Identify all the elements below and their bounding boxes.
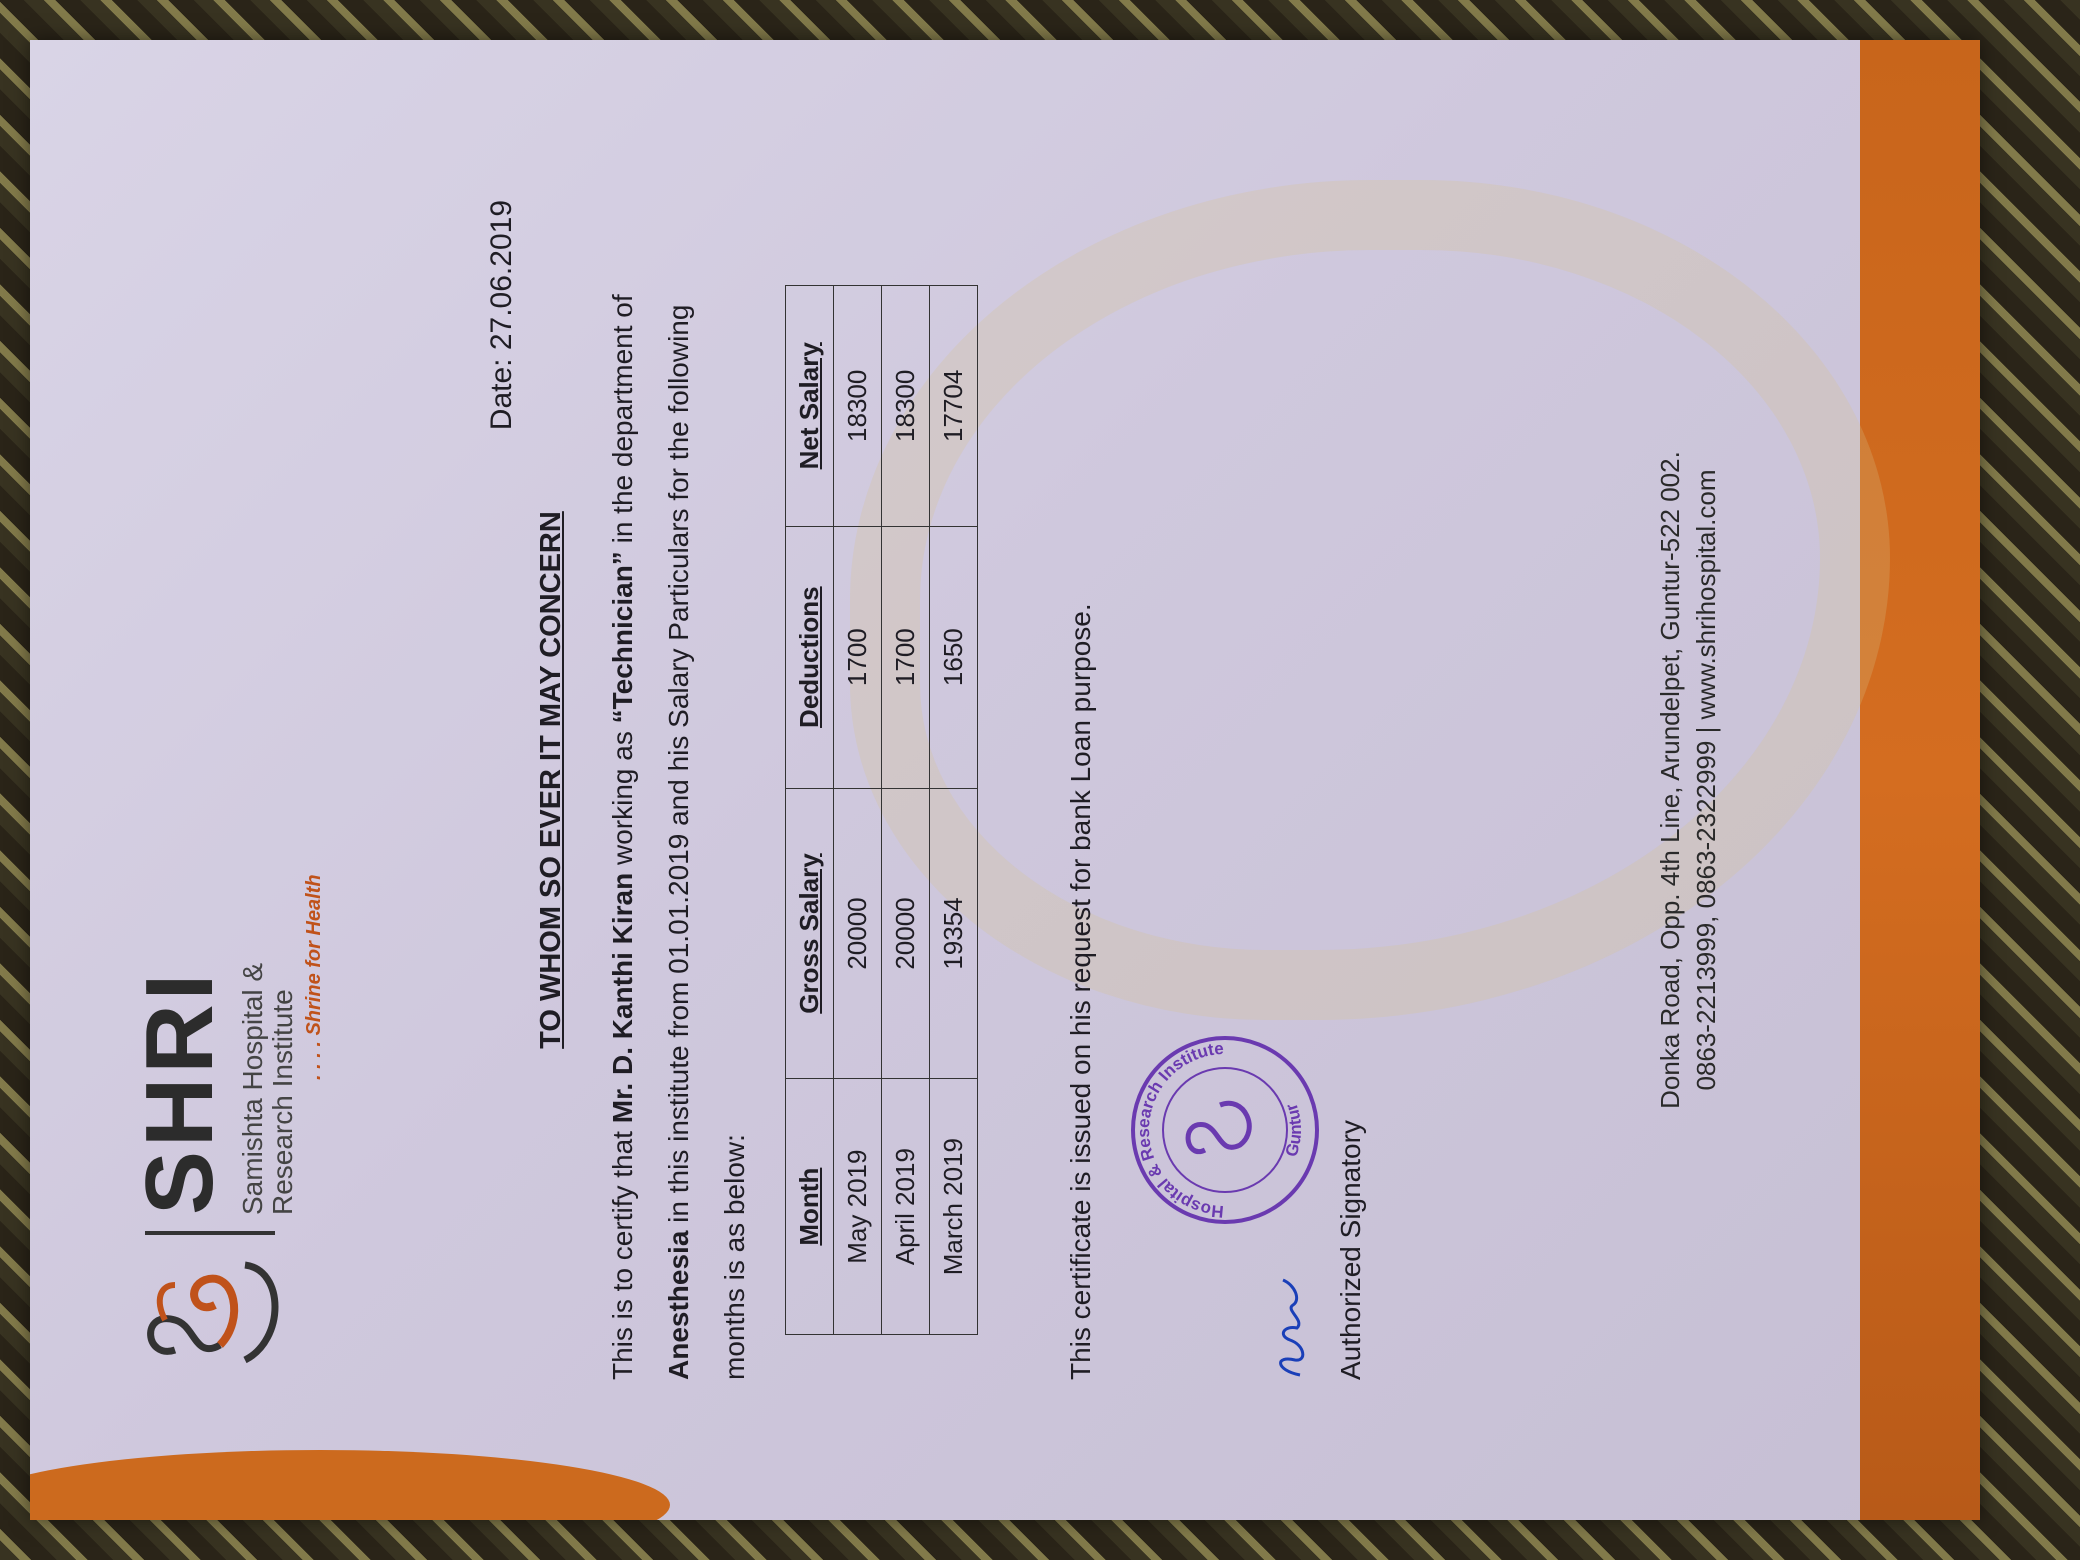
hospital-logo-icon bbox=[135, 1250, 285, 1380]
svg-text:Guntur bbox=[1282, 1101, 1305, 1159]
letterhead bbox=[125, 480, 325, 1380]
table-row bbox=[882, 286, 930, 1335]
footer-contact: 0863-2213999, 0863-2322999 | www.shrihospital.com bbox=[1691, 469, 1721, 1091]
para-text-4: in this institute from 01.01.2019 and his Salary Particulars for the following months is as below: bbox=[663, 304, 750, 1380]
cell-net: 18300 bbox=[882, 286, 930, 527]
brand-name: SHRI bbox=[126, 969, 233, 1215]
cell-net: 17704 bbox=[930, 286, 978, 527]
cell-deductions: 1650 bbox=[930, 526, 978, 788]
salary-table bbox=[785, 285, 978, 1335]
table-row bbox=[930, 286, 978, 1335]
para-text-1: This is to certify that bbox=[607, 1131, 638, 1380]
header-gross-salary: Gross Salary bbox=[786, 788, 834, 1078]
institute-stamp-icon bbox=[1125, 1030, 1325, 1230]
table-row bbox=[834, 286, 882, 1335]
signature-mark bbox=[1265, 1270, 1315, 1380]
para-text-3: in the department of bbox=[607, 294, 638, 544]
letter-date: Date: 27.06.2019 bbox=[485, 200, 518, 431]
cell-gross: 19354 bbox=[930, 788, 978, 1078]
brand-subtitle-line2: Research Institute bbox=[267, 989, 298, 1215]
cell-deductions: 1700 bbox=[882, 526, 930, 788]
table-header-row bbox=[786, 286, 834, 1335]
employee-department: Anesthesia bbox=[663, 1230, 694, 1380]
header-deductions: Deductions bbox=[786, 526, 834, 788]
cell-net: 18300 bbox=[834, 286, 882, 527]
employee-name: Mr. D. Kanthi Kiran bbox=[607, 872, 638, 1124]
purpose-statement: This certificate is issued on his request for bank Loan purpose. bbox=[1065, 603, 1096, 1380]
brand-subtitle-line1: Samishta Hospital & bbox=[237, 962, 268, 1215]
stamp-ring-text: Hospital & Research Institute bbox=[1133, 1038, 1225, 1222]
stamp-city-text: Guntur bbox=[1281, 1101, 1306, 1159]
authorized-signatory: Authorized Signatory bbox=[1335, 1120, 1366, 1380]
employee-role: “Technician” bbox=[607, 551, 638, 724]
certificate-sheet bbox=[30, 40, 1980, 1520]
footer-address: Donka Road, Opp. 4th Line, Arundelpet, Guntur-522 002. bbox=[1655, 451, 1685, 1109]
header-month: Month bbox=[786, 1079, 834, 1335]
header-net-salary: Net Salary bbox=[786, 286, 834, 527]
letter-page bbox=[55, 90, 1955, 1470]
brand-divider bbox=[145, 1231, 275, 1235]
cell-deductions: 1700 bbox=[834, 526, 882, 788]
cell-gross: 20000 bbox=[882, 788, 930, 1078]
cell-month: May 2019 bbox=[834, 1079, 882, 1335]
cell-month: April 2019 bbox=[882, 1079, 930, 1335]
letter-heading: TO WHOM SO EVER IT MAY CONCERN bbox=[535, 511, 567, 1049]
certificate-paragraph bbox=[595, 210, 763, 1380]
cell-month: March 2019 bbox=[930, 1079, 978, 1335]
brand-tagline: . . . . Shrine for Health bbox=[303, 874, 325, 1080]
para-text-2: working as bbox=[607, 731, 638, 865]
cell-gross: 20000 bbox=[834, 788, 882, 1078]
